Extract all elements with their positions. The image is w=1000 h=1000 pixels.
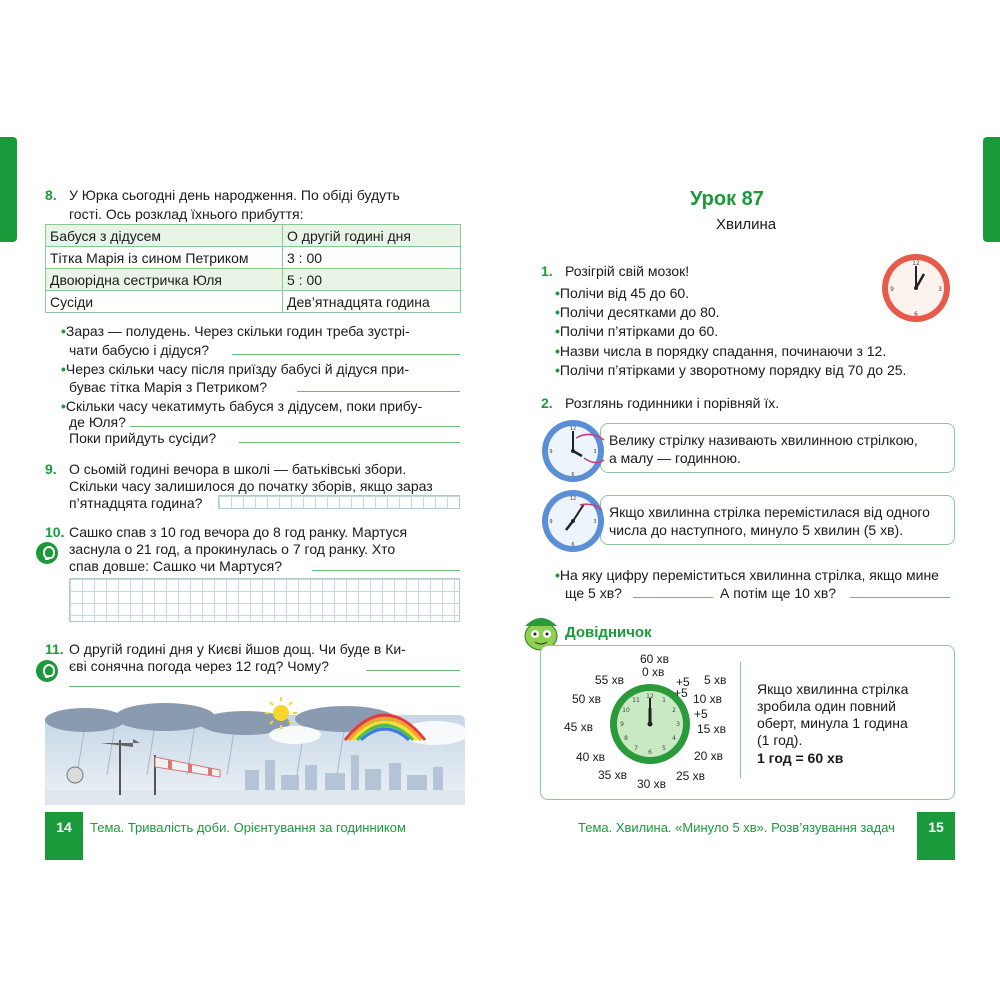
svg-text:11: 11: [632, 697, 640, 704]
svg-text:2: 2: [672, 707, 676, 714]
task11-number: [45, 640, 64, 659]
task9-line1: О сьомій годині вечора в школі — батьківські збори.: [69, 461, 407, 477]
bullet-icon: •: [61, 398, 66, 414]
svg-text:12: 12: [569, 426, 577, 432]
minute-label: 60 хв: [640, 652, 670, 666]
task9-number: [45, 460, 57, 479]
svg-text:12: 12: [646, 693, 654, 700]
task2-question: [555, 566, 939, 585]
list-item-text: Назви числа в порядку спадання, починаючи з 12.: [559, 343, 887, 359]
bullet-icon: •: [61, 323, 66, 339]
info-box-hands-line1: Велику стрілку називають хвилинною стрілкою,: [609, 432, 918, 448]
svg-text:3: 3: [593, 449, 597, 455]
task-number: 9.: [45, 461, 57, 477]
svg-text:9: 9: [549, 519, 553, 525]
blue-clock-icon: [540, 418, 606, 484]
question-text: Через скільки часу після приїзду бабусі й дідуся при-: [65, 361, 410, 377]
svg-text:9: 9: [890, 286, 894, 293]
list-item-text: Полічи десятками до 80.: [559, 304, 720, 320]
svg-text:3: 3: [676, 721, 680, 728]
table-row: [46, 269, 461, 291]
task8-text: [45, 186, 465, 205]
bullet-icon: •: [555, 567, 560, 583]
answer-line[interactable]: [130, 413, 460, 427]
lightbulb-icon: [36, 660, 58, 682]
task-number: 10.: [45, 524, 65, 540]
svg-text:6: 6: [648, 749, 652, 756]
svg-text:4: 4: [672, 735, 676, 742]
reference-text-line3: оберт, минула 1 година: [757, 715, 908, 731]
reference-text-line2: зробила один повний: [757, 698, 896, 714]
svg-text:7: 7: [634, 745, 638, 752]
minute-label: 15 хв: [697, 722, 727, 736]
plus-label: +5: [676, 675, 690, 689]
task-number: 11.: [45, 641, 64, 657]
question-text: Скільки часу чекатимуть бабуся з дідусем, поки прибу-: [65, 398, 423, 414]
plus-label: +5: [674, 686, 688, 700]
table-row: [46, 225, 461, 247]
minute-label: 30 хв: [637, 777, 667, 791]
task10-line2: заснула о 21 год, а прокинулась о 7 год ранку. Хто: [69, 541, 396, 557]
task11-line1: О другій годині дня у Києві йшов дощ. Чи буде в Ки-: [69, 641, 406, 657]
list-item-text: Полічи п’ятірками у зворотному порядку від 70 до 25.: [559, 362, 907, 378]
table-cell: О другій годині дня: [283, 225, 461, 247]
bullet-icon: •: [555, 362, 560, 378]
list-item-text: Полічи від 45 до 60.: [559, 285, 690, 301]
answer-line[interactable]: [232, 341, 460, 355]
svg-text:6: 6: [571, 542, 575, 548]
list-item: [555, 303, 720, 322]
minute-label: 0 хв: [642, 665, 665, 679]
minute-label: 50 хв: [572, 692, 602, 706]
svg-text:6: 6: [571, 472, 575, 478]
task2-question-part-a: ще 5 хв?: [565, 585, 622, 601]
svg-text:12: 12: [569, 496, 577, 502]
answer-line[interactable]: [69, 673, 460, 687]
question-text: Зараз — полудень. Через скільки годин треба зустрі-: [65, 323, 410, 339]
svg-text:3: 3: [938, 286, 942, 293]
list-item: [555, 284, 689, 303]
task11-line2: єві сонячна погода через 12 год? Чому?: [69, 658, 329, 674]
blue-clock-icon: [540, 488, 606, 554]
minute-label: 55 хв: [595, 673, 625, 687]
question-text: На яку цифру переміститься хвилинна стрілка, якщо мине: [559, 567, 939, 583]
footer-topic-right: Тема. Хвилина. «Минуло 5 хв». Розв’язування задач: [578, 820, 895, 835]
reference-text-line4: (1 год).: [757, 732, 803, 748]
answer-grid[interactable]: [69, 578, 460, 622]
table-row: [46, 247, 461, 269]
minute-label: 20 хв: [694, 749, 724, 763]
task1-number: [541, 262, 553, 281]
bullet-icon: •: [555, 323, 560, 339]
schedule-table: [45, 224, 461, 313]
task8-question2-line2: буває тітка Марія з Петриком?: [69, 379, 268, 395]
question-text: чати бабусю і дідуся?: [69, 342, 209, 358]
list-item: [555, 322, 718, 341]
task2-question-part-b: А потім ще 10 хв?: [720, 585, 837, 601]
info-box-five-minutes-line2: числа до наступного, минуло 5 хвилин (5 хв).: [609, 522, 904, 538]
svg-text:10: 10: [622, 707, 630, 714]
svg-text:9: 9: [549, 449, 553, 455]
bullet-icon: •: [555, 285, 560, 301]
svg-text:6: 6: [914, 311, 918, 318]
task8-line1: У Юрка сьогодні день народження. По обіді будуть: [69, 187, 400, 203]
table-row: [46, 291, 461, 313]
list-item: [555, 361, 906, 380]
list-item: [555, 342, 886, 361]
task10-line3: спав довше: Сашко чи Мартуся?: [69, 558, 282, 574]
answer-line[interactable]: [633, 584, 713, 598]
task2-number: [541, 394, 553, 413]
minute-label: 35 хв: [598, 768, 628, 782]
red-clock-icon: [880, 252, 952, 324]
task1-title: Розігрій свій мозок!: [565, 263, 690, 279]
answer-line[interactable]: [297, 378, 460, 392]
divider: [740, 662, 741, 778]
svg-text:12: 12: [912, 260, 920, 267]
page-number-right: 15: [917, 812, 955, 860]
info-box-five-minutes-line1: Якщо хвилинна стрілка перемістилася від одного: [609, 504, 930, 520]
table-cell: Бабуся з дідусем: [46, 225, 283, 247]
task8-question1-line2: [69, 341, 209, 360]
plus-label: +5: [694, 707, 708, 721]
answer-line[interactable]: [366, 657, 460, 671]
table-cell: Двоюрідна сестричка Юля: [46, 269, 283, 291]
footer-topic-left: Тема. Тривалість доби. Орієнтування за годинником: [90, 820, 406, 835]
minute-label: 25 хв: [676, 769, 706, 783]
svg-text:9: 9: [620, 721, 624, 728]
table-cell: Тітка Марія із сином Петриком: [46, 247, 283, 269]
svg-text:8: 8: [624, 735, 628, 742]
left-page-tab: [0, 137, 17, 242]
svg-text:5: 5: [662, 745, 666, 752]
task9-line3: п’ятнадцята година?: [69, 495, 203, 511]
bullet-icon: •: [61, 361, 66, 377]
task-number: 1.: [541, 263, 553, 279]
task10-number: [45, 523, 64, 542]
info-box-hands-line2: а малу — годинною.: [609, 450, 741, 466]
answer-line[interactable]: [312, 557, 460, 571]
task8-line2: гості. Ось розклад їхнього прибуття:: [69, 206, 304, 222]
task2-title: Розглянь годинники і порівняй їх.: [565, 395, 780, 411]
reference-text-line1: Якщо хвилинна стрілка: [757, 681, 909, 697]
minute-label: 40 хв: [576, 750, 606, 764]
task9-line2: Скільки часу залишилося до початку зборів, якщо зараз: [69, 478, 433, 494]
minute-label: 10 хв: [693, 692, 723, 706]
bullet-icon: •: [555, 304, 560, 320]
list-item-text: Полічи п’ятірками до 60.: [559, 323, 719, 339]
lesson-title: Урок 87: [690, 188, 764, 210]
task-number: 2.: [541, 395, 553, 411]
reference-title: Довідничок: [565, 624, 652, 641]
table-cell: 5 : 00: [283, 269, 461, 291]
minute-label: 5 хв: [704, 673, 727, 687]
answer-line[interactable]: [850, 584, 950, 598]
weather-illustration: [45, 695, 465, 805]
task8-question3-line2: де Юля?: [69, 414, 126, 430]
minute-label: 45 хв: [564, 720, 594, 734]
right-page-tab: [983, 137, 1000, 242]
lesson-subtitle: Хвилина: [716, 216, 777, 233]
task8-question1: [61, 322, 410, 341]
task10-line1: Сашко спав з 10 год вечора до 8 год ранку. Мартуся: [69, 524, 408, 540]
svg-text:1: 1: [662, 697, 666, 704]
answer-grid[interactable]: [218, 495, 460, 509]
table-cell: Дев’ятнадцята година: [283, 291, 461, 313]
table-cell: Сусіди: [46, 291, 283, 313]
table-cell: 3 : 00: [283, 247, 461, 269]
svg-text:3: 3: [593, 519, 597, 525]
task8-question3-line3: Поки прийдуть сусіди?: [69, 430, 217, 446]
reference-formula: 1 год = 60 хв: [757, 750, 844, 766]
answer-line[interactable]: [239, 429, 460, 443]
page-number-left: 14: [45, 812, 83, 860]
bullet-icon: •: [555, 343, 560, 359]
lightbulb-icon: [36, 542, 58, 564]
task8-number: 8.: [45, 187, 57, 203]
task8-question2: [61, 360, 409, 379]
